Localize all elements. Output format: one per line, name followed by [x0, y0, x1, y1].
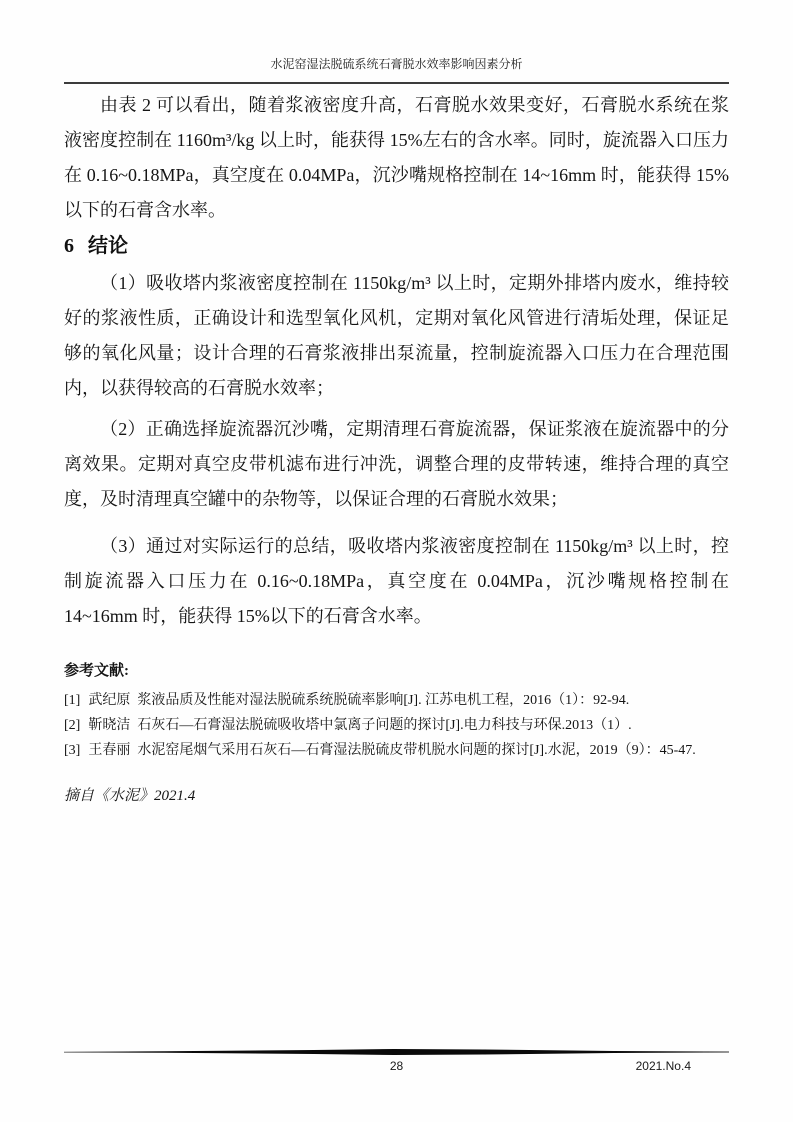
reference-text: 王春丽 水泥窑尾烟气采用石灰石—石膏湿法脱硫皮带机脱水问题的探讨[J].水泥，2019（9）：45-47.: [88, 743, 696, 758]
intro-paragraph: 由表 2 可以看出，随着浆液密度升高，石膏脱水效果变好，石膏脱水系统在浆液密度控制在 1160m³/kg 以上时，能获得 15%左右的含水率。同时，旋流器入口压力在 0.16~0.18MPa，真空度在 0.04MPa，沉沙嘴规格控制在 14~16mm 时，能获得 15%以下的石膏含水率。: [64, 95, 729, 220]
reference-label: [2]: [64, 718, 81, 733]
section-heading: [64, 230, 729, 262]
header-rule: [64, 82, 729, 84]
issue-number: 2021.No.4: [635, 1059, 691, 1073]
running-header-title: 水泥窑湿法脱硫系统石膏脱水效率影响因素分析: [270, 57, 523, 71]
reference-label: [3]: [64, 743, 81, 758]
reference-label: [1]: [64, 693, 81, 708]
conclusion-paragraph-3: （3）通过对实际运行的总结，吸收塔内浆液密度控制在 1150kg/m³ 以上时，控制旋流器入口压力在 0.16~0.18MPa，真空度在 0.04MPa，沉沙嘴规格控制在 14~16mm 时，能获得 15%以下的石膏含水率。: [64, 536, 729, 626]
references-list: [64, 688, 729, 763]
source-note: 摘自《水泥》2021.4: [64, 788, 196, 804]
page-number: 28: [389, 1059, 404, 1073]
section-number: 6: [64, 235, 74, 257]
conclusion-paragraph-1: （1）吸收塔内浆液密度控制在 1150kg/m³ 以上时，定期外排塔内废水，维持较好的浆液性质，正确设计和选型氧化风机，定期对氧化风管进行清垢处理，保证足够的氧化风量；设计合理的石膏浆液排出泵流量，控制旋流器入口压力在合理范围内，以获得较高的石膏脱水效率；: [64, 273, 729, 398]
reference-item: [64, 738, 729, 763]
reference-item: [64, 688, 729, 713]
reference-text: 靳晓洁 石灰石—石膏湿法脱硫吸收塔中氯离子问题的探讨[J].电力科技与环保.2013（1）.: [88, 718, 632, 733]
page-footer: [0, 1048, 793, 1074]
footer-text-row: [64, 1058, 729, 1074]
footer-rule: [64, 1048, 729, 1056]
reference-item: [64, 713, 729, 738]
references-section: [64, 660, 729, 763]
conclusion-paragraph-2: （2）正确选择旋流器沉沙嘴，定期清理石膏旋流器，保证浆液在旋流器中的分离效果。定期对真空皮带机滤布进行冲洗，调整合理的皮带转速，维持合理的真空度，及时清理真空罐中的杂物等，以保证合理的石膏脱水效果；: [64, 419, 729, 509]
references-heading: 参考文献:: [64, 663, 129, 679]
section-title: 结论: [88, 235, 128, 257]
reference-text: 武纪原 浆液品质及性能对湿法脱硫系统脱硫率影响[J]. 江苏电机工程，2016（1）：92-94.: [88, 693, 630, 708]
